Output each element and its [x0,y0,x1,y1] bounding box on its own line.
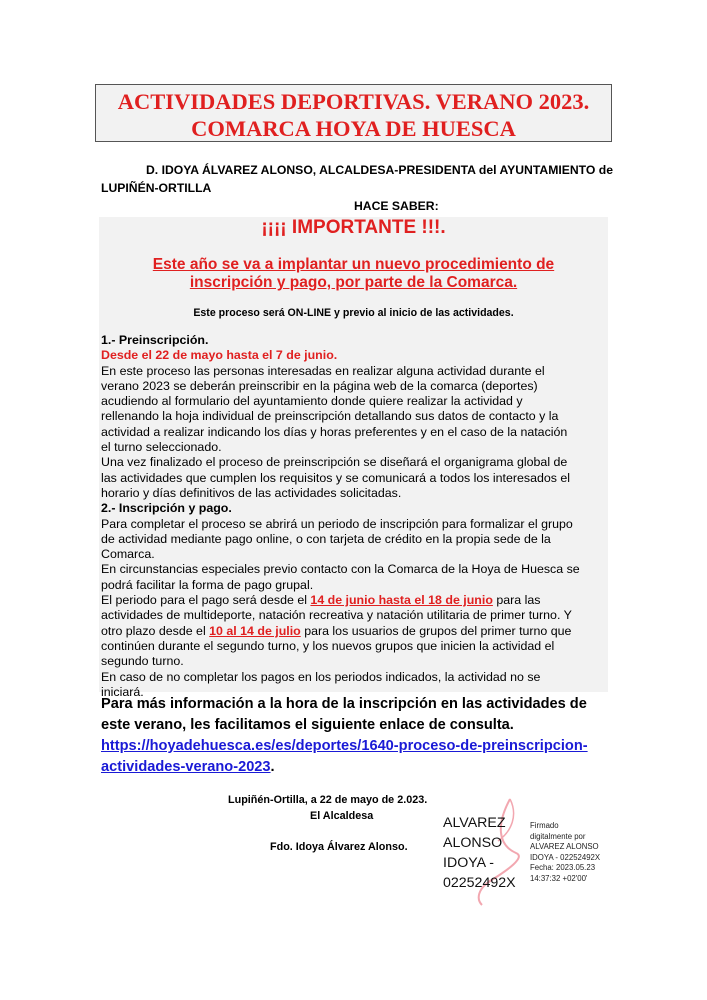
section-2-line: continúen durante el segundo turno, y los nuevos grupos que inicien la actividad el [101,638,555,653]
section-1 [101,333,580,700]
section-1-dates: Desde el 22 de mayo hasta el 7 de junio. [101,348,338,363]
signer-role: El Alcaldesa [310,810,374,822]
payment-period-2-dates: 10 al 14 de julio [209,623,301,638]
section-1-line: En este proceso las personas interesadas en realizar alguna actividad durante el [101,363,545,378]
declaration-line-2: LUPIÑÉN-ORTILLA [101,181,212,195]
important-heading: ¡¡¡¡ IMPORTANTE !!!. [261,217,446,238]
stamp-detail-line: ALVAREZ ALONSO [530,842,599,852]
stamp-name-line: 02252492X [443,875,516,891]
stamp-detail-line: 14:37:32 +02'00' [530,873,588,883]
section-2-line: En caso de no completar los pagos en los periodos indicados, la actividad no se [101,669,541,684]
section-2-line: Para completar el proceso se abrirá un periodo de inscripción para formalizar el grupo [101,516,573,531]
stamp-detail-line: IDOYA - 02252492X [530,852,601,862]
section-1-line: actividad a realizar indicando los días y horas preferentes y en el caso de la natación [101,424,568,439]
declaration-line-1: D. IDOYA ÁLVAREZ ALONSO, ALCALDESA-PRESIDENTA del AYUNTAMIENTO de [146,163,613,177]
payment-period-1-post: para las [492,593,541,608]
section-2-line: actividades de multideporte, natación recreativa y natación utilitaria de primer turno. Y [101,608,572,623]
section-2-heading: 2.- Inscripción y pago. [101,501,232,516]
title-line-1: ACTIVIDADES DEPORTIVAS. VERANO 2023. [117,89,590,114]
notice-headline-line-2: inscripción y pago, por parte de la Comarca. [189,274,518,291]
section-1-heading: 1.- Preinscripción. [101,333,209,347]
digital-stamp-details [530,821,600,885]
section-2-line: iniciará. [101,684,144,699]
payment-period-1-pre: El periodo para el pago será desde el [101,593,311,608]
section-1-line: Una vez finalizado el proceso de preinscripción se diseñará el organigrama global de [101,455,568,470]
info-link-suffix: . [270,759,275,775]
section-2-line: segundo turno. [101,654,184,669]
info-link-line-2-wrap [101,759,275,775]
notice-headline-line-1: Este año se va a implantar un nuevo procedimiento de [152,256,555,273]
stamp-detail-line: digitalmente por [530,831,586,841]
title-line-2: COMARCA HOYA DE HUESCA [191,116,516,141]
signed-by: Fdo. Idoya Álvarez Alonso. [270,841,408,853]
section-1-line: verano 2023 se deberán preinscribir en la página web de la comarca (deportes) [101,378,538,393]
document-title [95,84,612,142]
section-1-line: rellenando la hoja individual de preinscripción detallando sus datos de contacto y la [101,409,559,424]
stamp-name-line: ALVAREZ [443,815,506,831]
payment-period-1-dates: 14 de junio hasta el 18 de junio [310,593,493,608]
digital-stamp-name [443,813,516,893]
place-date: Lupiñén-Ortilla, a 22 de mayo de 2.023. [228,794,428,806]
section-1-line: horario y días definitivos de las actividades solicitadas. [101,485,402,500]
payment-period-1 [101,593,580,608]
section-1-line: las actividades que cumplen los requisitos y se comunicará a todos los interesados el [101,470,571,485]
info-link-line-2[interactable]: actividades-verano-2023 [101,759,271,775]
info-link-line-1[interactable]: https://hoyadehuesca.es/es/deportes/1640-proceso-de-preinscripcion- [101,738,588,754]
section-2-line: En circunstancias especiales previo contacto con la Comarca de la Hoya de Huesca se [101,562,580,577]
section-2-line: Comarca. [101,547,155,562]
stamp-detail-line: Firmado [530,821,559,830]
hace-saber: HACE SABER: [354,199,439,213]
stamp-name-line: ALONSO [443,835,503,851]
stamp-detail-line: Fecha: 2023.05.23 [530,863,596,873]
section-1-line: acudiendo al formulario del ayuntamiento donde quiere realizar la actividad y [101,394,523,409]
info-line-1: Para más información a la hora de la inscripción en las actividades de [101,696,587,712]
payment-period-2 [101,624,580,639]
online-note: Este proceso será ON-LINE y previo al inicio de las actividades. [193,307,514,319]
info-line-2: este verano, les facilitamos el siguiente enlace de consulta. [101,717,514,733]
section-2-line: de actividad mediante pago online, o con tarjeta de crédito en la propia sede de la [101,531,551,546]
stamp-name-line: IDOYA - [443,855,494,871]
section-2-line: podrá facilitar la forma de pago grupal. [101,577,314,592]
payment-period-2-pre: otro plazo desde el [101,623,210,638]
section-1-line: el turno seleccionado. [101,440,222,455]
payment-period-2-post: para los usuarios de grupos del primer turno que [300,623,572,638]
